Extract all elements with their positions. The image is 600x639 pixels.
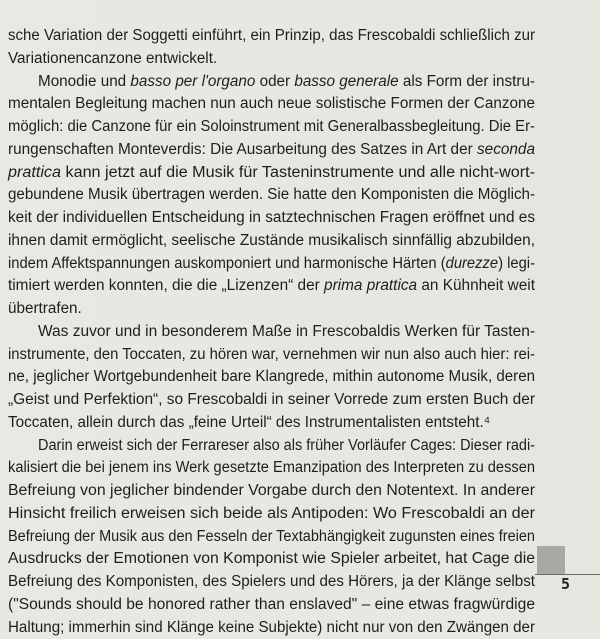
page-number: 5 (561, 575, 570, 593)
text-line (8, 275, 535, 298)
text-line-content (8, 48, 217, 71)
text-line-content (8, 412, 490, 435)
text-run: oder (255, 73, 294, 90)
text-line-content (8, 480, 535, 503)
corner-marker (537, 546, 565, 574)
text-line (8, 321, 535, 344)
text-run: indem Affektspannungen auskomponiert und harmonische Härten ( (8, 255, 446, 272)
text-line-content (8, 116, 535, 139)
text-line (8, 25, 535, 48)
text-run: instrumente, den Toccaten, zu hören war, vernehmen wir nun also auch hier: rei- (8, 346, 535, 363)
text-run: an Kühnheit weit (417, 277, 535, 294)
text-line-content (8, 389, 535, 412)
text-line (8, 594, 535, 617)
text-line-content (8, 230, 535, 253)
italic-term: seconda (477, 141, 535, 158)
text-line-content (8, 457, 535, 480)
italic-term: prima prattica (324, 277, 417, 294)
text-run: übertrafen. (8, 300, 82, 317)
text-run: ihnen damit ermöglicht, seelische Zustände musikalisch sinnfällig abzubilden, (8, 232, 535, 249)
text-line (8, 503, 535, 526)
text-run: timiert werden konnten, die die „Lizenzen“ der (8, 277, 324, 294)
text-run: kalisiert die bei jenem ins Werk gesetzte Emanzipation des Interpreten zu dessen (8, 459, 535, 476)
text-line (8, 389, 535, 412)
italic-term: basso per l'organo (130, 73, 255, 90)
text-run: ) legi- (498, 255, 535, 272)
text-line-content (8, 93, 535, 116)
text-run: kann jetzt auf die Musik für Tasteninstrumente und alle nicht-wort- (61, 164, 535, 181)
text-line (8, 617, 535, 639)
text-line (8, 116, 535, 139)
text-run: ne, jeglicher Wortgebundenheit bare Klangrede, mithin autonome Musik, deren (8, 368, 535, 385)
text-line (8, 93, 535, 116)
text-line-content (8, 184, 535, 207)
text-line (8, 71, 535, 94)
text-run: ("Sounds should be honored rather than enslaved" – eine etwas fragwürdige (8, 596, 535, 613)
italic-term: durezze (446, 255, 498, 272)
text-line (8, 344, 535, 367)
text-line (8, 480, 535, 503)
text-line (8, 526, 535, 549)
text-line-content (8, 617, 535, 639)
text-line-content (8, 548, 535, 571)
body-text (8, 25, 535, 639)
text-line-content (8, 526, 535, 549)
text-run: sche Variation der Soggetti einführt, ein Prinzip, das Frescobaldi schließlich zur (8, 27, 535, 44)
text-line (8, 457, 535, 480)
text-run: Variationencanzone entwickelt. (8, 50, 217, 67)
text-line-content (8, 253, 535, 276)
text-line-content (38, 435, 535, 458)
text-run: gebundene Musik übertragen werden. Sie hatte den Komponisten die Möglich- (8, 186, 535, 203)
text-run: Was zuvor und in besonderem Maße in Frescobaldis Werken für Tasten- (38, 323, 535, 340)
text-run: Befreiung von jeglicher bindender Vorgabe durch den Notentext. In anderer (8, 482, 535, 499)
text-run: keit der individuellen Entscheidung in satztechnischen Fragen eröffnet und es (8, 209, 535, 226)
text-line (8, 298, 535, 321)
text-line (8, 548, 535, 571)
text-run: mentalen Begleitung machen nun auch neue solistische Formen der Canzone (8, 95, 535, 112)
text-run: möglich: die Canzone für ein Soloinstrument mit Generalbassbegleitung. Die Er- (8, 118, 535, 135)
text-line (8, 253, 535, 276)
text-line-content (8, 275, 535, 298)
text-line-content (8, 571, 535, 594)
text-run: rungenschaften Monteverdis: Die Ausarbeitung des Satzes in Art der (8, 141, 477, 158)
italic-term: basso generale (294, 73, 398, 90)
text-line-content (8, 594, 535, 617)
text-line (8, 366, 535, 389)
text-run: Ausdrucks der Emotionen von Komponist wie Spieler arbeitet, hat Cage die (8, 550, 535, 567)
text-line (8, 48, 535, 71)
text-run: Toccaten, allein durch das „feine Urteil“ des Instrumentalisten entsteht.⁴ (8, 414, 490, 431)
text-line (8, 162, 535, 185)
italic-term: prattica (8, 164, 61, 181)
text-run: Hinsicht freilich erweisen sich beide als Antipoden: Wo Frescobaldi an der (8, 505, 535, 522)
text-line-content (8, 162, 535, 185)
text-line-content (8, 207, 535, 230)
text-line-content (8, 25, 535, 48)
text-run: Monodie und (38, 73, 130, 90)
text-run: Haltung; immerhin sind Klänge keine Subjekte) nicht nur von den Zwängen der (8, 619, 535, 636)
text-line (8, 571, 535, 594)
text-line (8, 207, 535, 230)
text-line (8, 139, 535, 162)
text-line-content (8, 139, 535, 162)
text-line-content (38, 71, 535, 94)
text-line-content (8, 366, 535, 389)
text-run: als Form der instru- (399, 73, 535, 90)
text-run: Darin erweist sich der Ferrareser also als früher Vorläufer Cages: Dieser radi- (38, 437, 535, 454)
text-run: „Geist und Perfektion“, so Frescobaldi in seiner Vorrede zum ersten Buch der (8, 391, 535, 408)
text-run: Befreiung der Musik aus den Fesseln der Textabhängigkeit zugunsten eines freien (8, 528, 535, 545)
text-line (8, 412, 535, 435)
text-line-content (38, 321, 535, 344)
text-run: Befreiung des Komponisten, des Spielers und des Hörers, ja der Klänge selbst (8, 573, 535, 590)
text-line-content (8, 503, 535, 526)
text-line-content (8, 298, 82, 321)
text-line (8, 435, 535, 458)
text-line (8, 230, 535, 253)
text-line (8, 184, 535, 207)
text-line-content (8, 344, 535, 367)
